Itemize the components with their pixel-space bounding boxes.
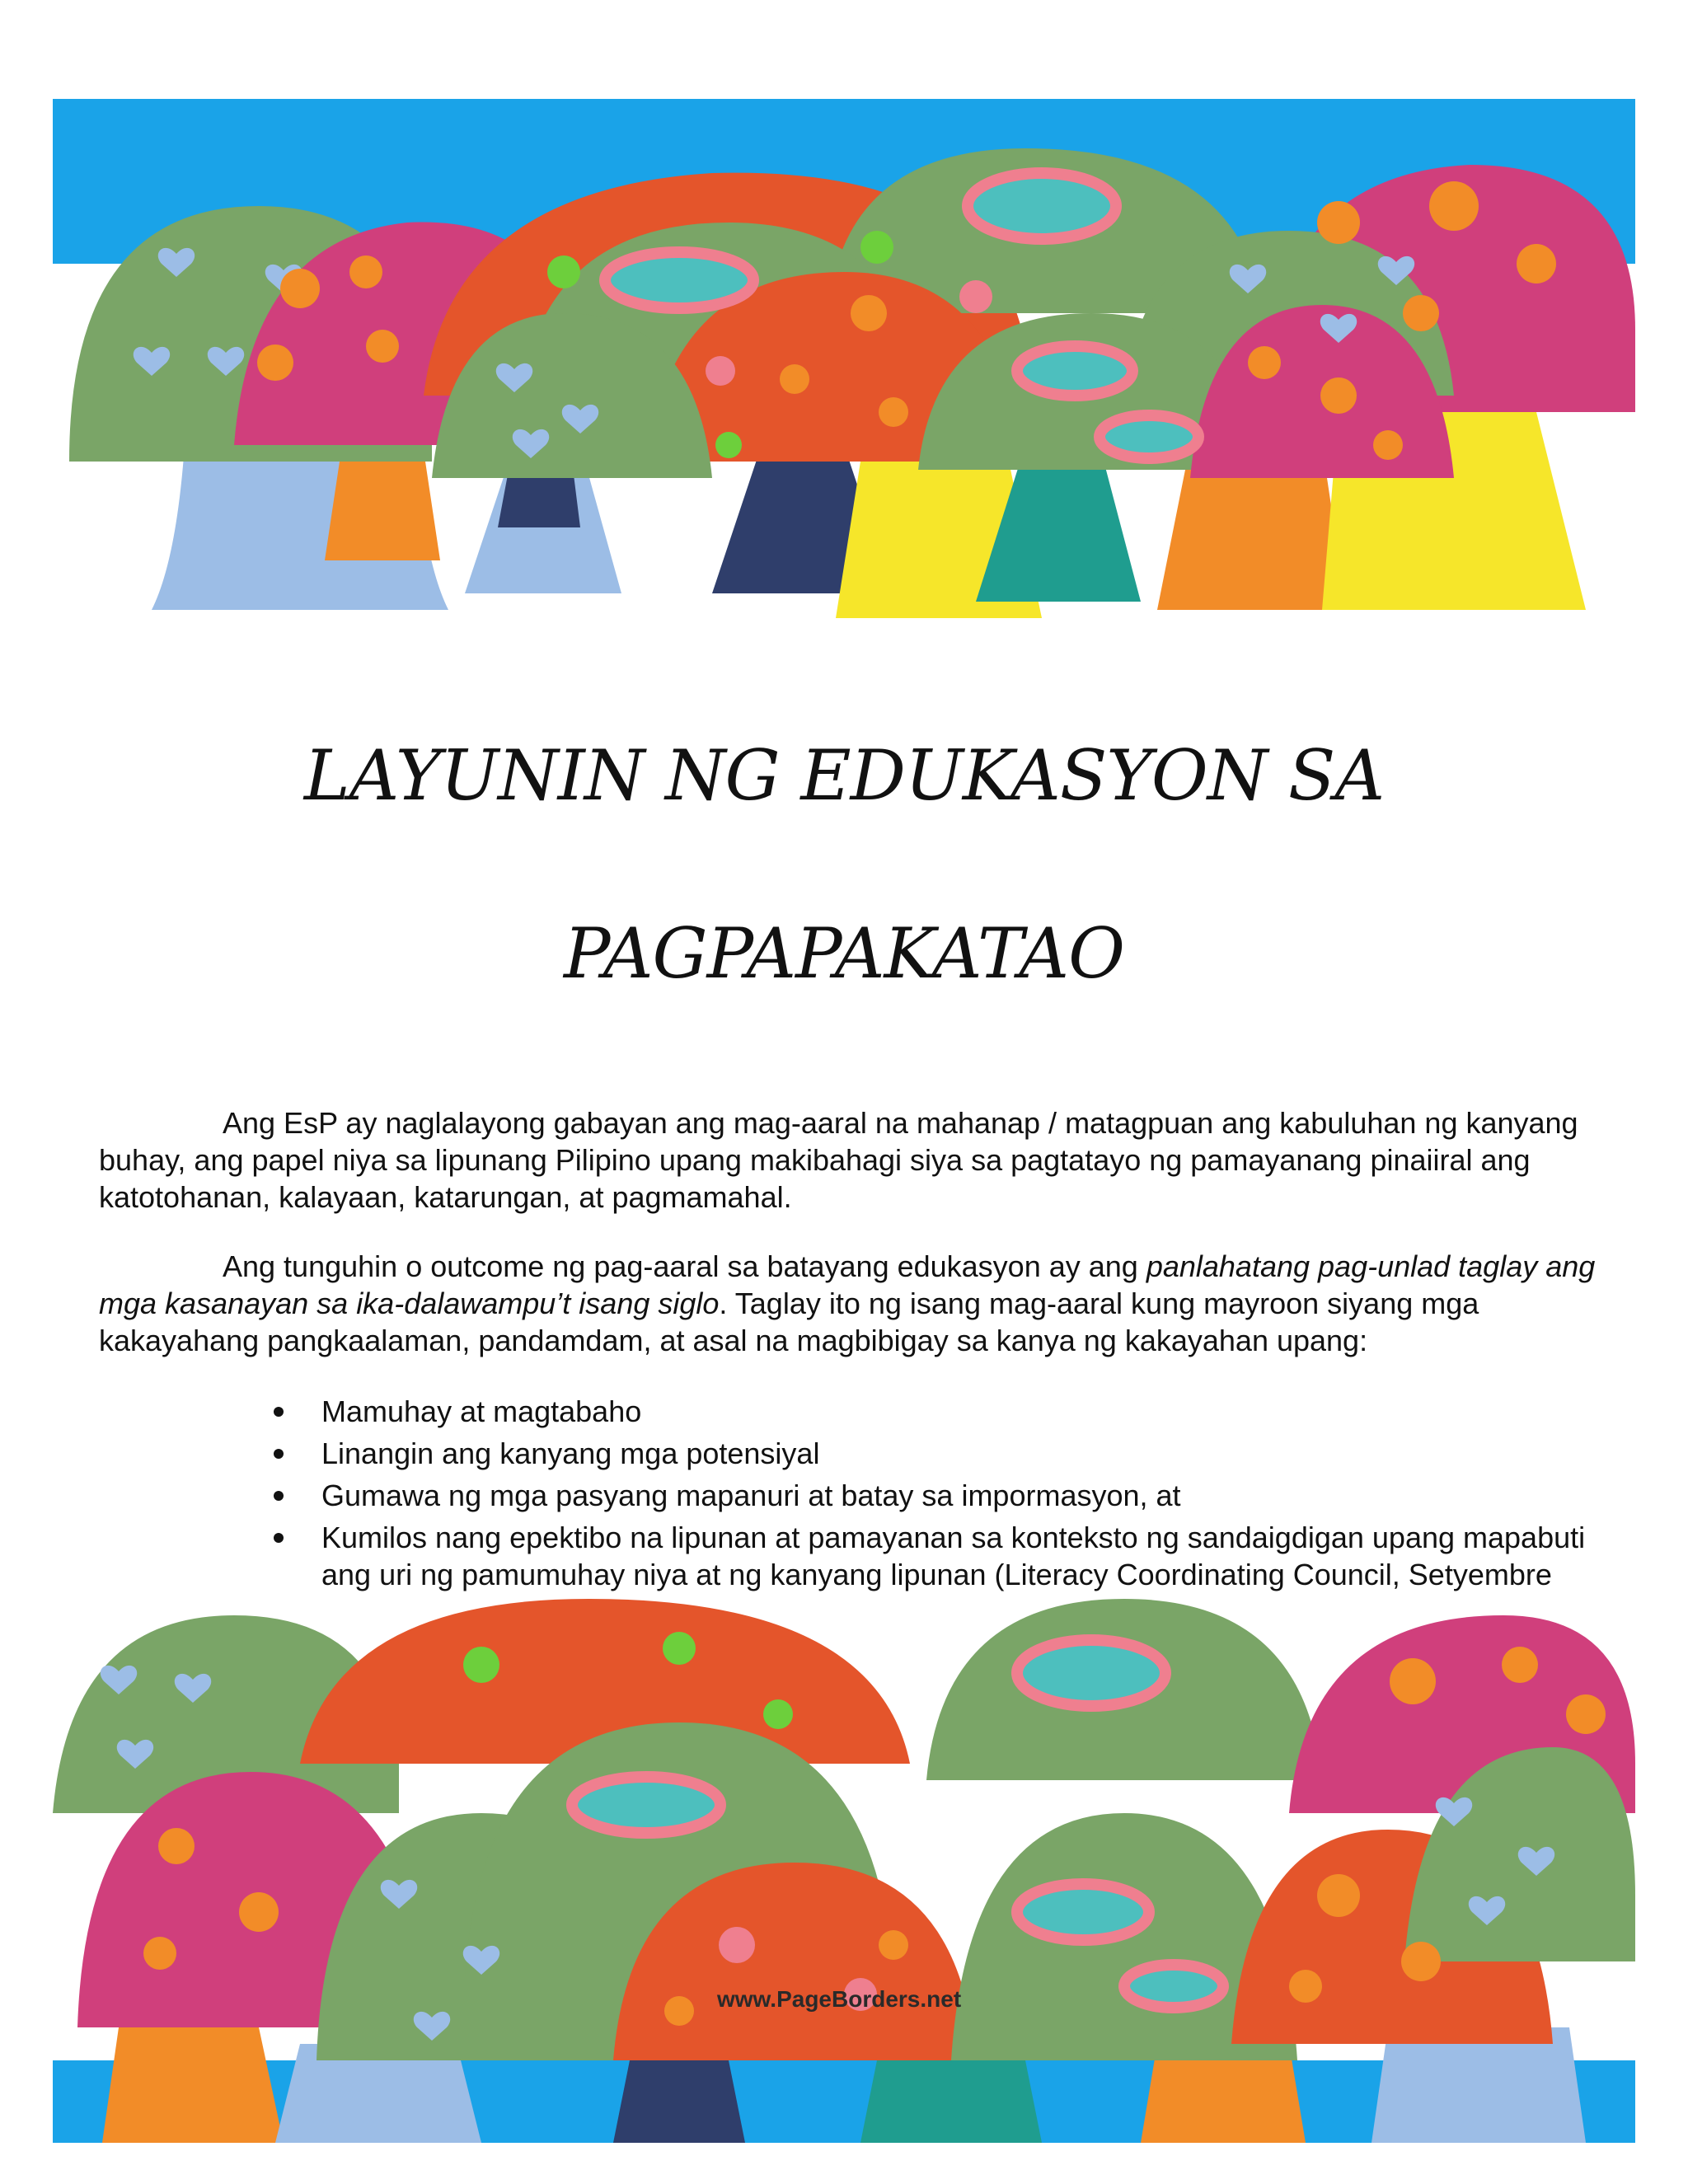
top-mushroom-border <box>53 99 1635 643</box>
watermark-text: www.PageBorders.net <box>717 1986 962 2012</box>
paragraph-1-text: Ang EsP ay naglalayong gabayan ang mag-aaral na mahanap / matagpuan ang kabuluhan ng kanyang buhay, ang papel niya sa lipunang Pilipino upang makibahagi siya sa pagtatayo ng pamayanang pinaiiral ang katotohanan, kalayaan, katarungan, at pagmamahal. <box>99 1106 1578 1214</box>
bullet-dot-icon <box>274 1407 284 1417</box>
paragraph-1 <box>99 1104 1599 1216</box>
paragraph-2-italic: panlahatang pag-unlad taglay ang mga kasanayan sa ika-dalawampu’t isang siglo <box>99 1249 1596 1320</box>
list-item <box>321 1435 1607 1472</box>
bullet-dot-icon <box>274 1533 284 1543</box>
list-item-text: Gumawa ng mga pasyang mapanuri at batay sa impormasyon, at <box>321 1479 1181 1512</box>
bullet-dot-icon <box>274 1449 284 1459</box>
paragraph-2 <box>99 1248 1599 1359</box>
paragraph-2-start: Ang tunguhin o outcome ng pag-aaral sa batayang edukasyon ay ang <box>223 1249 1146 1283</box>
page-title-line-1: LAYUNIN NG EDUKASYON SA <box>303 735 1385 816</box>
list-item-text: Linangin ang kanyang mga potensiyal <box>321 1436 820 1470</box>
bullet-dot-icon <box>274 1491 284 1501</box>
list-item <box>321 1393 1607 1430</box>
paragraph-2-end: . Taglay ito ng isang mag-aaral kung mayroon siyang mga kakayahang pangkaalaman, pandamdam, at asal na magbibigay sa kanya ng kakayahan upang: <box>99 1286 1479 1357</box>
list-item-text: Kumilos nang epektibo na lipunan at pamayanan sa konteksto ng sandaigdigan upang mapabuti ang uri ng pamumuhay niya at ng kanyang lipunan (Literacy Coordinating Council, Setyembre <box>321 1521 1586 1591</box>
page-title-line-2: PAGPAPAKATAO <box>564 913 1124 994</box>
bottom-mushroom-border <box>53 1599 1635 2143</box>
list-item-text: Mamuhay at magtabaho <box>321 1394 642 1428</box>
list-item <box>321 1477 1607 1514</box>
